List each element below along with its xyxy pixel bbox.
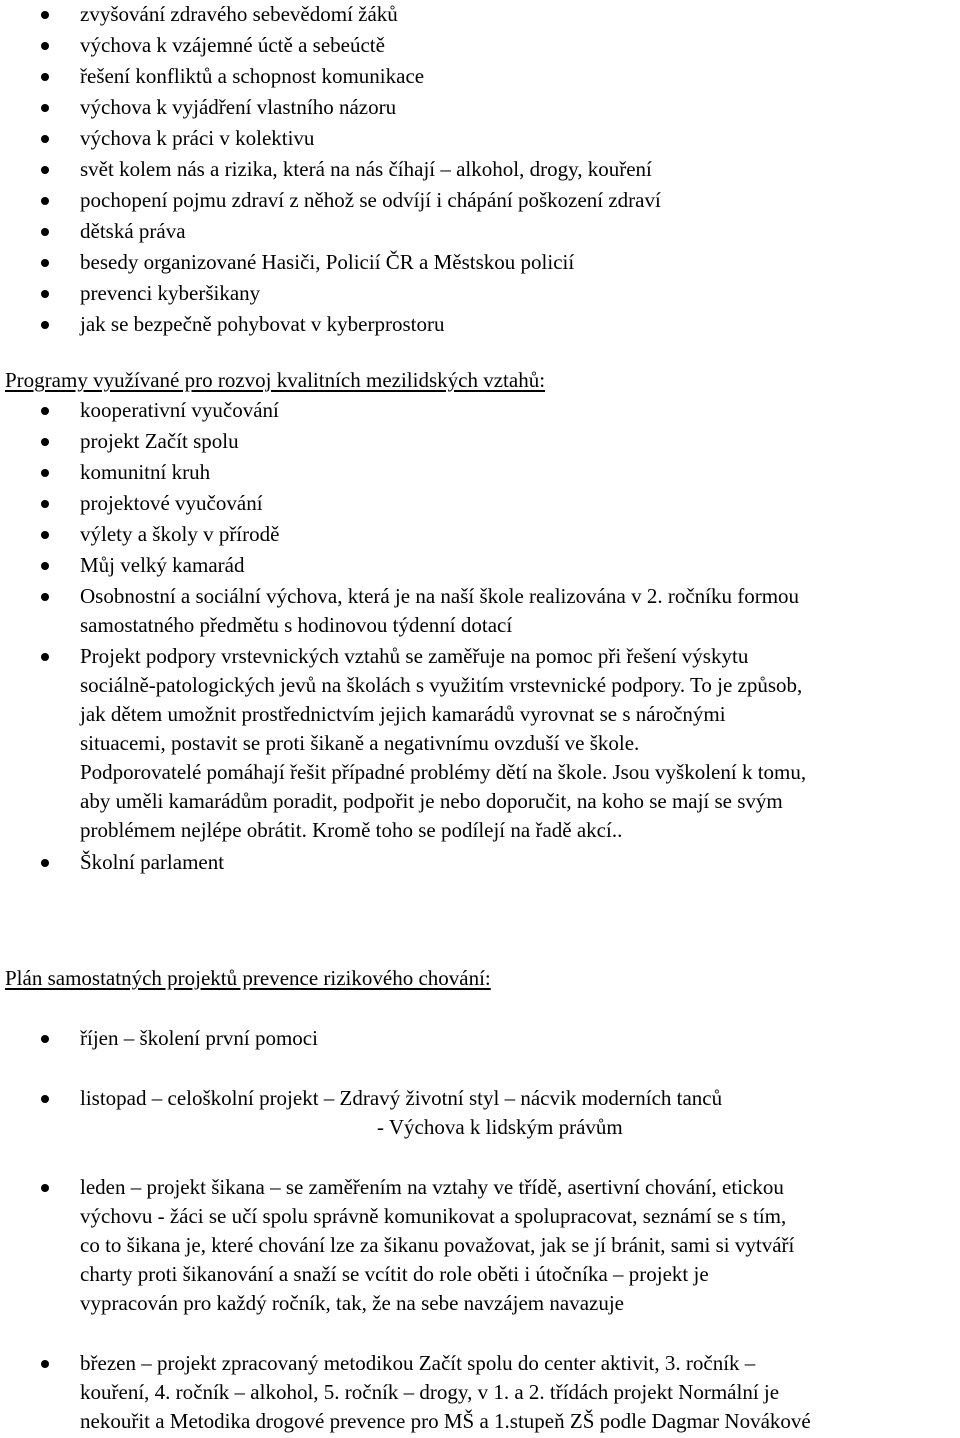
- list-item: výchova k vyjádření vlastního názoru: [0, 93, 960, 124]
- list-item: Můj velký kamarád: [0, 551, 960, 582]
- paragraph-line: samostatného předmětu s hodinovou týdenní dotací: [80, 613, 513, 637]
- paragraph-line: Podporovatelé pomáhají řešit případné problémy dětí na škole. Jsou vyškolení k tomu,: [80, 760, 807, 784]
- list-item-peer-support-project: [0, 642, 960, 845]
- paragraph-line: co to šikana je, které chování lze za šikanu považovat, jak se jí bránit, sami si vytváří: [80, 1233, 795, 1257]
- list-item: Školní parlament: [0, 848, 960, 879]
- list-item: pochopení pojmu zdraví z něhož se odvíjí i chápání poškození zdraví: [0, 186, 960, 217]
- paragraph-line: kouření, 4. ročník – alkohol, 5. ročník – drogy, v 1. a 2. třídách projekt Normální je: [80, 1380, 780, 1404]
- paragraph-line: vypracován pro každý ročník, tak, že na sebe navzájem navazuje: [80, 1291, 624, 1315]
- list-item: projektové vyučování: [0, 489, 960, 520]
- list-item-march: [0, 1349, 960, 1436]
- paragraph-line: jak dětem umožnit prostřednictvím jejich kamarádů vyrovnat se s náročnými: [80, 702, 726, 726]
- paragraph-line: sociálně-patologických jevů na školách s využitím vrstevnické podpory. To je způsob,: [80, 673, 803, 697]
- list-item: projekt Začít spolu: [0, 427, 960, 458]
- list-item: výchova k práci v kolektivu: [0, 124, 960, 155]
- paragraph-line: říjen – školení první pomoci: [80, 1026, 318, 1050]
- list-item: svět kolem nás a rizika, která na nás číhají – alkohol, drogy, kouření: [0, 155, 960, 186]
- list-item: dětská práva: [0, 217, 960, 248]
- paragraph-line: březen – projekt zpracovaný metodikou Začít spolu do center aktivit, 3. ročník –: [80, 1351, 756, 1375]
- list-item-personal-social-education: [0, 582, 960, 640]
- list-item: komunitní kruh: [0, 458, 960, 489]
- goals-list: [0, 0, 960, 341]
- list-item: zvyšování zdravého sebevědomí žáků: [0, 0, 960, 31]
- paragraph-line: leden – projekt šikana – se zaměřením na vztahy ve třídě, asertivní chování, etickou: [80, 1175, 784, 1199]
- paragraph-line: výchovu - žáci se učí spolu správně komunikovat a spolupracovat, seznámí se s tím,: [80, 1204, 787, 1228]
- list-item-november: [0, 1084, 960, 1142]
- list-item: besedy organizované Hasiči, Policií ČR a Městskou policií: [0, 248, 960, 279]
- programs-list: [0, 396, 960, 879]
- paragraph-line: - Výchova k lidským právům: [377, 1115, 623, 1139]
- paragraph-line: situacemi, postavit se proti šikaně a negativnímu ovzduší ve škole.: [80, 731, 640, 755]
- list-item: výchova k vzájemné úctě a sebeúctě: [0, 31, 960, 62]
- list-item: prevenci kyberšikany: [0, 279, 960, 310]
- plan-heading: Plán samostatných projektů prevence rizikového chování:: [5, 966, 491, 990]
- plan-list: [0, 1024, 960, 1436]
- paragraph-line: problémem nejlépe obrátit. Kromě toho se podílejí na řadě akcí..: [80, 818, 623, 842]
- paragraph-line: nekouřit a Metodika drogové prevence pro MŠ a 1.stupeň ZŠ podle Dagmar Novákové: [80, 1409, 811, 1433]
- programs-heading: Programy využívané pro rozvoj kvalitních mezilidských vztahů:: [5, 368, 546, 392]
- paragraph-line: Projekt podpory vrstevnických vztahů se zaměřuje na pomoc při řešení výskytu: [80, 644, 749, 668]
- paragraph-line: charty proti šikanování a snaží se vcítit do role oběti i útočníka – projekt je: [80, 1262, 709, 1286]
- paragraph-line: Osobnostní a sociální výchova, která je na naší škole realizována v 2. ročníku formou: [80, 584, 800, 608]
- paragraph-line: listopad – celoškolní projekt – Zdravý životní styl – nácvik moderních tanců: [80, 1086, 723, 1110]
- list-item: výlety a školy v přírodě: [0, 520, 960, 551]
- list-item: kooperativní vyučování: [0, 396, 960, 427]
- list-item: řešení konfliktů a schopnost komunikace: [0, 62, 960, 93]
- list-item: jak se bezpečně pohybovat v kyberprostoru: [0, 310, 960, 341]
- paragraph-line: aby uměli kamarádům poradit, podpořit je nebo doporučit, na koho se mají se svým: [80, 789, 783, 813]
- list-item-january: [0, 1173, 960, 1318]
- list-item-october: [0, 1024, 960, 1053]
